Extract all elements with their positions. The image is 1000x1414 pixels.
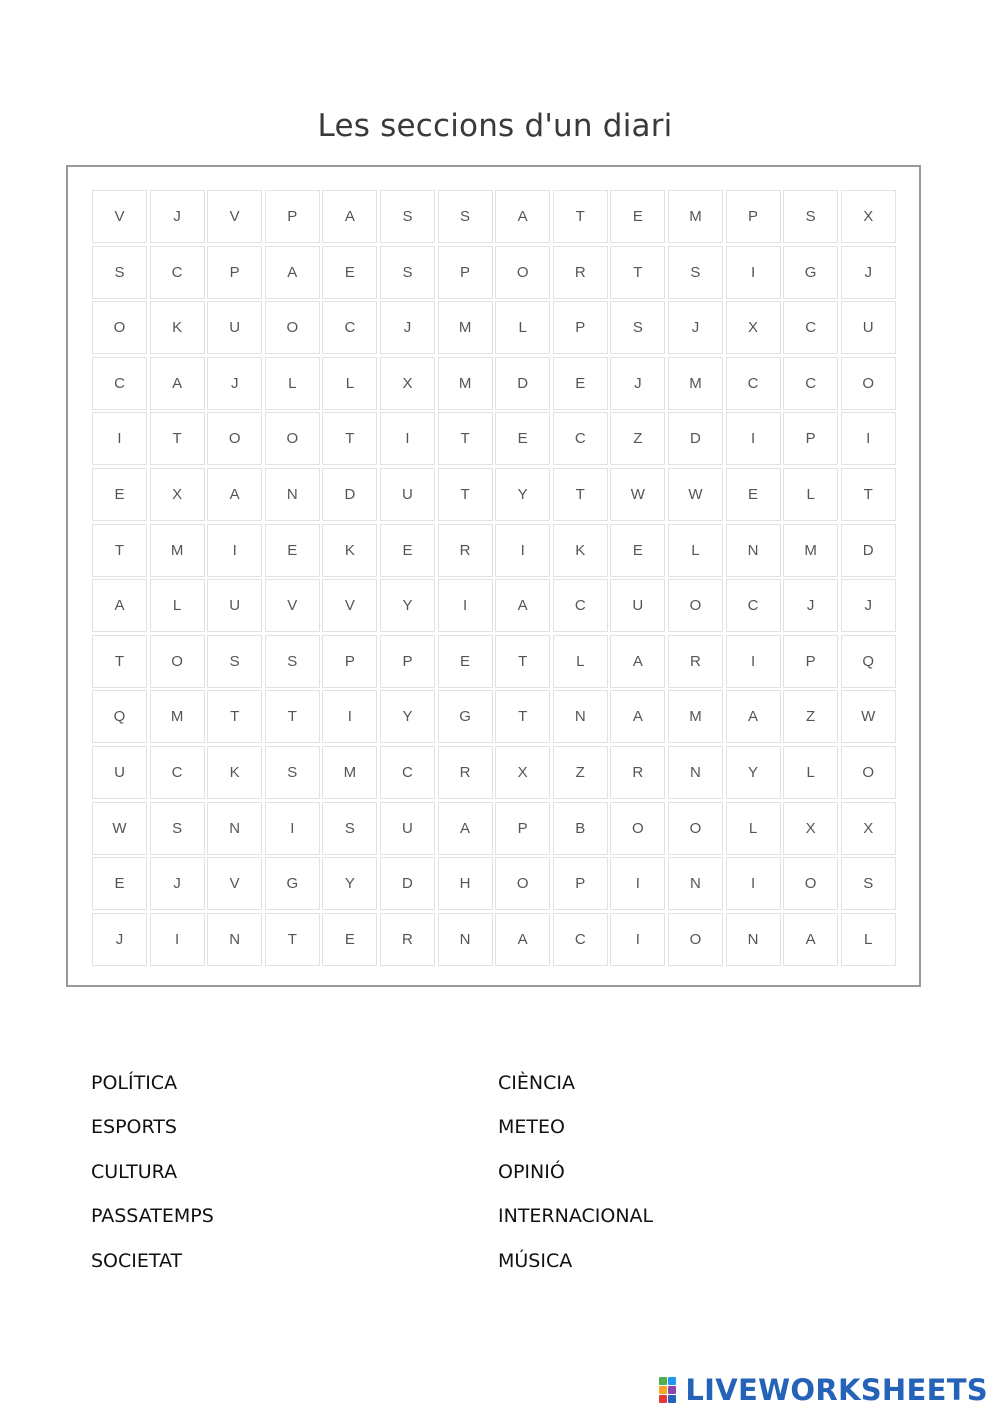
grid-cell[interactable]: L <box>841 913 896 966</box>
word-item: INTERNACIONAL <box>498 1205 654 1228</box>
grid-cell[interactable]: I <box>207 524 262 577</box>
grid-cell[interactable]: T <box>150 412 205 465</box>
grid-cell[interactable]: N <box>265 468 320 521</box>
grid-cell[interactable]: U <box>207 301 262 354</box>
word-item: METEO <box>498 1116 565 1139</box>
grid-cell[interactable]: O <box>668 579 723 632</box>
grid-cell[interactable]: T <box>610 246 665 299</box>
grid-cell[interactable]: N <box>438 913 493 966</box>
grid-cell[interactable]: M <box>668 690 723 743</box>
word-list-left <box>91 1072 214 1294</box>
grid-cell[interactable]: A <box>495 579 550 632</box>
grid-cell[interactable]: X <box>726 301 781 354</box>
grid-cell[interactable]: T <box>92 524 147 577</box>
grid-cell[interactable]: E <box>380 524 435 577</box>
grid-cell[interactable]: A <box>783 913 838 966</box>
grid-cell[interactable]: H <box>438 857 493 910</box>
grid-cell[interactable]: E <box>553 357 608 410</box>
grid-cell[interactable]: S <box>380 246 435 299</box>
grid-cell[interactable]: X <box>783 802 838 855</box>
grid-cell[interactable]: S <box>207 635 262 688</box>
word-item: CIÈNCIA <box>498 1072 575 1094</box>
grid-cell[interactable]: L <box>322 357 377 410</box>
grid-cell[interactable]: A <box>150 357 205 410</box>
grid-cell[interactable]: S <box>610 301 665 354</box>
grid-cell[interactable]: E <box>265 524 320 577</box>
grid-cell[interactable]: S <box>438 190 493 243</box>
grid-cell[interactable]: L <box>668 524 723 577</box>
grid-cell[interactable]: K <box>553 524 608 577</box>
grid-cell[interactable]: O <box>841 357 896 410</box>
word-item: SOCIETAT <box>91 1249 183 1272</box>
grid-cell[interactable]: C <box>553 412 608 465</box>
grid-cell[interactable]: J <box>841 246 896 299</box>
grid-cell[interactable]: C <box>726 579 781 632</box>
grid-cell[interactable]: R <box>438 746 493 799</box>
grid-cell[interactable]: I <box>726 412 781 465</box>
grid-cell[interactable]: N <box>726 913 781 966</box>
word-search-frame <box>66 165 921 987</box>
grid-cell[interactable]: J <box>783 579 838 632</box>
word-item: MÚSICA <box>498 1249 573 1272</box>
grid-cell[interactable]: W <box>841 690 896 743</box>
grid-cell[interactable]: S <box>380 190 435 243</box>
grid-cell[interactable]: P <box>380 635 435 688</box>
grid-cell[interactable]: O <box>265 301 320 354</box>
grid-cell[interactable]: I <box>841 412 896 465</box>
grid-cell[interactable]: C <box>553 913 608 966</box>
brand-footer <box>659 1372 988 1408</box>
grid-cell[interactable]: A <box>495 913 550 966</box>
grid-cell[interactable]: R <box>668 635 723 688</box>
grid-cell[interactable]: O <box>265 412 320 465</box>
grid-cell[interactable]: Y <box>495 468 550 521</box>
grid-cell[interactable]: P <box>438 246 493 299</box>
grid-cell[interactable]: S <box>265 635 320 688</box>
grid-cell[interactable]: V <box>207 190 262 243</box>
grid-cell[interactable]: Z <box>553 746 608 799</box>
grid-cell[interactable]: I <box>726 246 781 299</box>
grid-cell[interactable]: P <box>726 190 781 243</box>
grid-cell[interactable]: P <box>553 301 608 354</box>
grid-cell[interactable]: L <box>783 746 838 799</box>
grid-cell[interactable]: D <box>495 357 550 410</box>
grid-cell[interactable]: X <box>495 746 550 799</box>
grid-cell[interactable]: E <box>322 246 377 299</box>
grid-cell[interactable]: C <box>92 357 147 410</box>
grid-cell[interactable]: T <box>438 468 493 521</box>
grid-cell[interactable]: O <box>495 857 550 910</box>
grid-cell[interactable]: L <box>726 802 781 855</box>
grid-cell[interactable]: S <box>668 246 723 299</box>
grid-cell[interactable]: J <box>610 357 665 410</box>
grid-cell[interactable]: R <box>553 246 608 299</box>
grid-cell[interactable]: J <box>380 301 435 354</box>
grid-cell[interactable]: T <box>207 690 262 743</box>
grid-cell[interactable]: T <box>265 913 320 966</box>
word-list-right <box>498 1072 653 1294</box>
grid-cell[interactable]: Z <box>783 690 838 743</box>
grid-cell[interactable]: A <box>92 579 147 632</box>
grid-cell[interactable]: X <box>150 468 205 521</box>
grid-cell[interactable]: E <box>92 468 147 521</box>
grid-cell[interactable]: O <box>668 913 723 966</box>
grid-cell[interactable]: G <box>438 690 493 743</box>
grid-cell[interactable]: O <box>92 301 147 354</box>
grid-cell[interactable]: E <box>610 524 665 577</box>
grid-cell[interactable]: A <box>207 468 262 521</box>
grid-cell[interactable]: K <box>322 524 377 577</box>
grid-cell[interactable]: C <box>553 579 608 632</box>
grid-cell[interactable]: I <box>265 802 320 855</box>
grid-cell[interactable]: N <box>553 690 608 743</box>
grid-cell[interactable]: V <box>265 579 320 632</box>
grid-cell[interactable]: O <box>841 746 896 799</box>
grid-cell[interactable]: M <box>438 301 493 354</box>
grid-cell[interactable]: W <box>610 468 665 521</box>
grid-cell[interactable]: G <box>265 857 320 910</box>
grid-cell[interactable]: P <box>495 802 550 855</box>
grid-cell[interactable]: A <box>610 635 665 688</box>
grid-cell[interactable]: S <box>150 802 205 855</box>
grid-cell[interactable]: U <box>92 746 147 799</box>
word-item: ESPORTS <box>91 1116 177 1139</box>
grid-cell[interactable]: J <box>150 190 205 243</box>
grid-cell[interactable]: T <box>495 690 550 743</box>
grid-cell[interactable]: I <box>150 913 205 966</box>
grid-cell[interactable]: T <box>265 690 320 743</box>
grid-cell[interactable]: C <box>322 301 377 354</box>
grid-cell[interactable]: L <box>150 579 205 632</box>
grid-cell[interactable]: T <box>438 412 493 465</box>
grid-cell[interactable]: R <box>380 913 435 966</box>
grid-cell[interactable]: I <box>92 412 147 465</box>
grid-cell[interactable]: I <box>495 524 550 577</box>
grid-cell[interactable]: M <box>668 190 723 243</box>
grid-cell[interactable]: C <box>380 746 435 799</box>
grid-cell[interactable]: R <box>438 524 493 577</box>
grid-cell[interactable]: M <box>783 524 838 577</box>
grid-cell[interactable]: N <box>207 913 262 966</box>
grid-cell[interactable]: I <box>322 690 377 743</box>
grid-cell[interactable]: U <box>380 802 435 855</box>
grid-cell[interactable]: U <box>207 579 262 632</box>
grid-cell[interactable]: O <box>150 635 205 688</box>
word-item: PASSATEMPS <box>91 1205 214 1228</box>
grid-cell[interactable]: S <box>783 190 838 243</box>
grid-cell[interactable]: T <box>553 190 608 243</box>
grid-cell[interactable]: L <box>495 301 550 354</box>
grid-cell[interactable]: P <box>783 412 838 465</box>
grid-cell[interactable]: T <box>841 468 896 521</box>
brand-name: LIVEWORKSHEETS <box>685 1373 988 1407</box>
grid-cell[interactable]: Z <box>610 412 665 465</box>
grid-cell[interactable]: V <box>207 857 262 910</box>
grid-cell[interactable]: Q <box>92 690 147 743</box>
grid-cell[interactable]: I <box>726 857 781 910</box>
grid-cell[interactable]: I <box>726 635 781 688</box>
grid-cell[interactable]: A <box>438 802 493 855</box>
grid-cell[interactable]: L <box>265 357 320 410</box>
grid-cell[interactable]: V <box>92 190 147 243</box>
grid-cell[interactable]: I <box>610 913 665 966</box>
grid-cell[interactable]: N <box>726 524 781 577</box>
grid-cell[interactable]: W <box>668 468 723 521</box>
grid-cell[interactable]: G <box>783 246 838 299</box>
grid-cell[interactable]: S <box>265 746 320 799</box>
grid-cell[interactable]: S <box>92 246 147 299</box>
grid-cell[interactable]: S <box>841 857 896 910</box>
grid-cell[interactable]: D <box>380 857 435 910</box>
grid-cell[interactable]: X <box>841 190 896 243</box>
grid-cell[interactable]: O <box>783 857 838 910</box>
grid-cell[interactable]: B <box>553 802 608 855</box>
grid-cell[interactable]: K <box>150 301 205 354</box>
grid-cell[interactable]: D <box>841 524 896 577</box>
grid-cell[interactable]: O <box>495 246 550 299</box>
grid-cell[interactable]: A <box>265 246 320 299</box>
grid-cell[interactable]: O <box>610 802 665 855</box>
grid-cell[interactable]: J <box>150 857 205 910</box>
grid-cell[interactable]: C <box>783 357 838 410</box>
grid-cell[interactable]: T <box>322 412 377 465</box>
grid-cell[interactable]: C <box>726 357 781 410</box>
grid-cell[interactable]: E <box>726 468 781 521</box>
grid-cell[interactable]: M <box>668 357 723 410</box>
grid-cell[interactable]: N <box>668 746 723 799</box>
grid-cell[interactable]: T <box>553 468 608 521</box>
grid-cell[interactable]: P <box>265 190 320 243</box>
grid-cell[interactable]: I <box>610 857 665 910</box>
grid-cell[interactable]: E <box>322 913 377 966</box>
liveworksheets-logo-icon <box>659 1377 681 1403</box>
grid-cell[interactable]: C <box>150 746 205 799</box>
grid-cell[interactable]: V <box>322 579 377 632</box>
grid-cell[interactable]: M <box>322 746 377 799</box>
grid-cell[interactable]: I <box>380 412 435 465</box>
grid-cell[interactable]: Q <box>841 635 896 688</box>
grid-cell[interactable]: C <box>783 301 838 354</box>
grid-cell[interactable]: D <box>668 412 723 465</box>
grid-cell[interactable]: K <box>207 746 262 799</box>
grid-cell[interactable]: A <box>322 190 377 243</box>
grid-cell[interactable]: D <box>322 468 377 521</box>
grid-cell[interactable]: P <box>783 635 838 688</box>
grid-cell[interactable]: Y <box>726 746 781 799</box>
grid-cell[interactable]: A <box>726 690 781 743</box>
grid-cell[interactable]: M <box>150 524 205 577</box>
grid-cell[interactable]: P <box>322 635 377 688</box>
grid-cell[interactable]: O <box>668 802 723 855</box>
grid-cell[interactable]: W <box>92 802 147 855</box>
grid-cell[interactable]: U <box>841 301 896 354</box>
grid-cell[interactable]: O <box>207 412 262 465</box>
grid-cell[interactable]: J <box>841 579 896 632</box>
grid-cell[interactable]: J <box>207 357 262 410</box>
grid-cell[interactable]: Y <box>322 857 377 910</box>
grid-cell[interactable]: P <box>207 246 262 299</box>
grid-cell[interactable]: N <box>668 857 723 910</box>
grid-cell[interactable]: E <box>438 635 493 688</box>
grid-cell[interactable]: Y <box>380 690 435 743</box>
grid-cell[interactable]: L <box>783 468 838 521</box>
grid-cell[interactable]: I <box>438 579 493 632</box>
grid-cell[interactable]: U <box>380 468 435 521</box>
grid-cell[interactable]: E <box>610 190 665 243</box>
grid-cell[interactable]: T <box>92 635 147 688</box>
grid-cell[interactable]: S <box>322 802 377 855</box>
grid-cell[interactable]: R <box>610 746 665 799</box>
grid-cell[interactable]: M <box>150 690 205 743</box>
grid-cell[interactable]: A <box>495 190 550 243</box>
word-item: POLÍTICA <box>91 1072 178 1094</box>
grid-cell[interactable]: E <box>495 412 550 465</box>
grid-cell[interactable]: P <box>553 857 608 910</box>
page-title: Les seccions d'un diari <box>317 108 673 144</box>
grid-cell[interactable]: T <box>495 635 550 688</box>
grid-cell[interactable]: J <box>92 913 147 966</box>
grid-cell[interactable]: L <box>553 635 608 688</box>
grid-cell[interactable]: E <box>92 857 147 910</box>
grid-cell[interactable]: A <box>610 690 665 743</box>
grid-cell[interactable]: N <box>207 802 262 855</box>
word-search-grid <box>92 190 896 966</box>
word-item: CULTURA <box>91 1160 178 1183</box>
grid-cell[interactable]: Y <box>380 579 435 632</box>
grid-cell[interactable]: C <box>150 246 205 299</box>
grid-cell[interactable]: U <box>610 579 665 632</box>
grid-cell[interactable]: X <box>380 357 435 410</box>
grid-cell[interactable]: J <box>668 301 723 354</box>
grid-cell[interactable]: X <box>841 802 896 855</box>
word-item: OPINIÓ <box>498 1160 565 1183</box>
grid-cell[interactable]: M <box>438 357 493 410</box>
